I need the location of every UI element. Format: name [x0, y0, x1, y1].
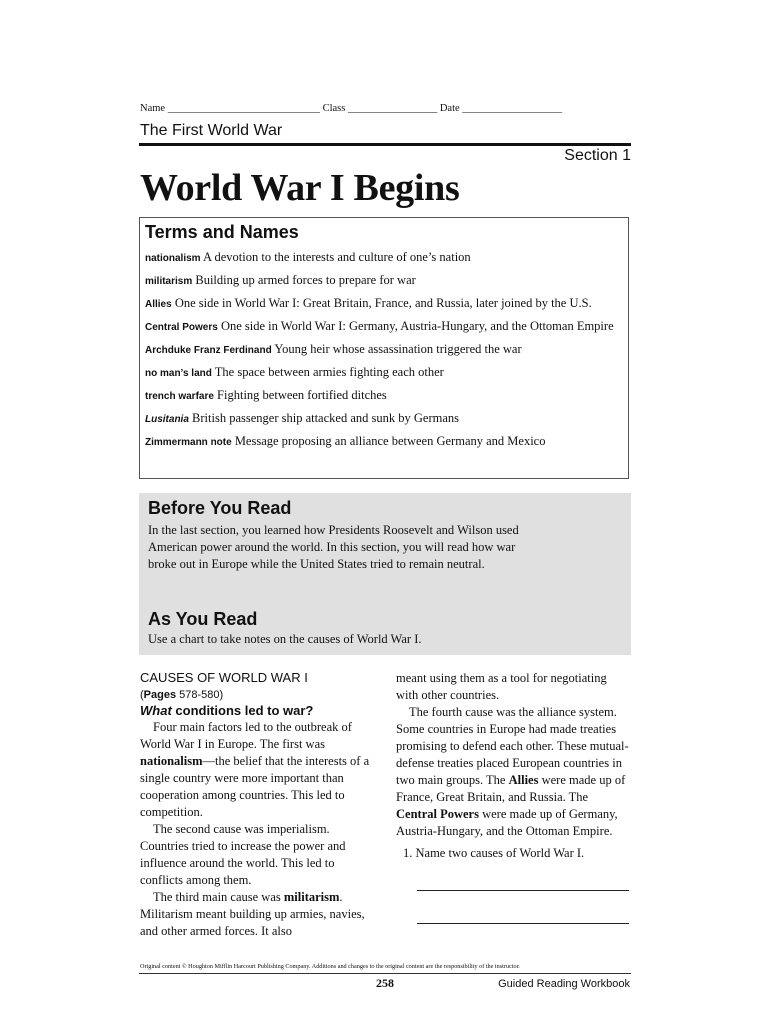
- pages-range: 578-580: [176, 689, 220, 701]
- as-you-read-heading: As You Read: [148, 609, 258, 629]
- pages-label: Pages: [143, 689, 177, 701]
- pages-reference: (Pages 578-580): [140, 689, 224, 701]
- paragraph-militarism: [140, 889, 380, 940]
- term-label: nationalism: [145, 253, 201, 264]
- term-definition: One side in World War I: Great Britain, France, and Russia, later joined by the U.S.: [171, 296, 592, 310]
- right-column: [396, 670, 632, 924]
- term-row: [145, 410, 623, 428]
- term-label: Central Powers: [145, 322, 218, 333]
- term-row: [145, 318, 623, 336]
- term-label: no man’s land: [145, 368, 212, 379]
- paragraph-nationalism: [140, 719, 380, 821]
- terms-and-names-box: [139, 217, 629, 479]
- paragraph-text: The fourth cause was the alliance system. Some countries in Europe had made treaties promising to defend each other. These mutual-defense treaties placed European countries in two main groups. The: [396, 705, 629, 787]
- causes-heading: CAUSES OF WORLD WAR I: [140, 670, 308, 685]
- answer-line[interactable]: [417, 868, 629, 891]
- paragraph-text: Four main factors led to the outbreak of World War I in Europe. The first was: [140, 720, 352, 751]
- paragraph-text: were made up of France, Great Britain, and Russia. The: [396, 773, 626, 804]
- term-definition: The space between armies fighting each other: [211, 365, 444, 379]
- question-italic: What: [140, 703, 172, 718]
- paragraph-imperialism: The second cause was imperialism. Countries tried to increase the power and influence around the world. This led to conflicts among them.: [140, 822, 346, 887]
- key-term: Allies: [508, 773, 539, 787]
- key-term: Central Powers: [396, 807, 479, 821]
- term-row: [145, 387, 623, 405]
- workbook-name: Guided Reading Workbook: [498, 978, 630, 990]
- term-row: [145, 364, 623, 382]
- before-you-read-heading: Before You Read: [148, 498, 292, 518]
- page-number: 258: [376, 976, 394, 990]
- left-column: [140, 670, 380, 940]
- term-label: Archduke Franz Ferdinand: [145, 345, 272, 356]
- term-row: [145, 295, 623, 313]
- reading-guide-box: [139, 493, 631, 655]
- key-term: nationalism: [140, 754, 203, 768]
- paragraph-text: . Militarism meant building up armies, navies, and other armed forces. It also: [140, 890, 365, 938]
- paragraph-militarism-continued: meant using them as a tool for negotiating with other countries.: [396, 671, 607, 702]
- term-definition: Fighting between fortified ditches: [213, 388, 387, 402]
- footer-divider: [139, 973, 631, 974]
- term-definition: Building up armed forces to prepare for war: [192, 273, 416, 287]
- question-1: 1. Name two causes of World War I.: [403, 846, 585, 860]
- student-info-line: Name _____________________________ Class _________________ Date ___________________: [140, 103, 563, 114]
- term-row: [145, 272, 623, 290]
- paragraph-text: were made up of Germany, Austria-Hungary, and the Ottoman Empire.: [396, 807, 618, 838]
- term-label: Lusitania: [145, 414, 189, 425]
- header-divider: [139, 143, 631, 146]
- term-row: [145, 433, 623, 451]
- term-row: [145, 341, 623, 359]
- term-label: Zimmermann note: [145, 437, 232, 448]
- term-definition: A devotion to the interests and culture of one’s nation: [200, 250, 471, 264]
- copyright-note: Original content © Houghton Mifflin Harcourt Publishing Company. Additions and changes to the original content are the responsibility of the instructor.: [140, 963, 520, 970]
- question-rest: conditions led to war?: [171, 703, 314, 718]
- before-you-read-text: In the last section, you learned how Presidents Roosevelt and Wilson used American power around the world. In this section, you will read how war broke out in Europe while the United States tried to remain neutral.: [148, 523, 519, 571]
- term-label: trench warfare: [145, 391, 214, 402]
- term-label: militarism: [145, 276, 193, 287]
- as-you-read-text: Use a chart to take notes on the causes of World War I.: [148, 632, 422, 646]
- term-definition: Young heir whose assassination triggered the war: [271, 342, 522, 356]
- key-term: militarism: [283, 890, 340, 904]
- terms-heading: Terms and Names: [145, 222, 299, 242]
- term-label: Allies: [145, 299, 172, 310]
- answer-line[interactable]: [417, 901, 629, 924]
- term-definition: British passenger ship attacked and sunk by Germans: [188, 411, 459, 425]
- chapter-title: The First World War: [140, 122, 283, 139]
- paragraph-text: —the belief that the interests of a single country were more important than cooperation among countries. This led to competition.: [140, 754, 370, 819]
- paragraph-text: The third main cause was: [153, 890, 284, 904]
- term-row: [145, 249, 623, 267]
- term-definition: One side in World War I: Germany, Austria-Hungary, and the Ottoman Empire: [217, 319, 614, 333]
- section-label: Section 1: [564, 147, 631, 164]
- paragraph-alliances: [396, 704, 632, 840]
- page-title: World War I Begins: [140, 167, 460, 209]
- term-definition: Message proposing an alliance between Germany and Mexico: [231, 434, 546, 448]
- guiding-question: [140, 703, 380, 718]
